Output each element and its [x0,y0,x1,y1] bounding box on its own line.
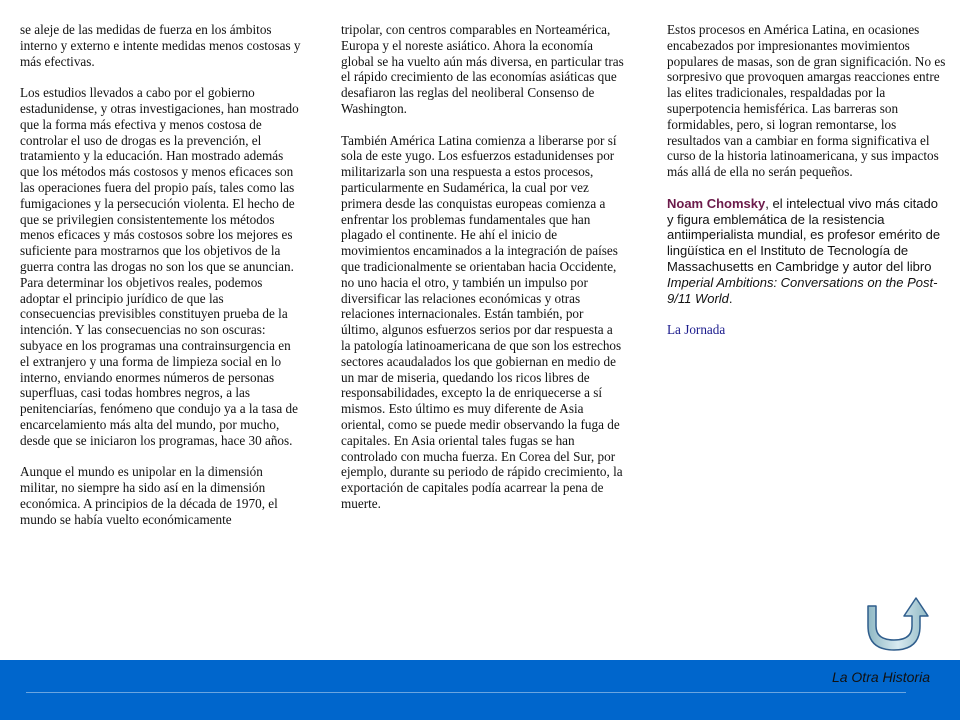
footer-title: La Otra Historia [831,669,930,685]
paragraph: Aunque el mundo es unipolar en la dimensión militar, no siempre ha sido así en la dimensión económica. A principios de la década de 1970, el mundo se había vuelto económicamente [20,464,278,527]
source-credit: La Jornada [667,322,726,338]
text-column-2 [341,22,624,528]
author-bio [667,196,946,307]
author-name: Noam Chomsky [667,195,766,211]
u-turn-arrow-icon [862,594,932,656]
text-column-1 [20,22,302,543]
paragraph: se aleje de las medidas de fuerza en los ámbitos interno y externo e intente medidas menos costosas y más efectivas. [20,22,301,69]
footer-divider [26,692,906,693]
book-title: Imperial Ambitions: Conversations on the Post-9/11 World [667,274,938,306]
text-column-3 [667,22,946,354]
paragraph: También América Latina comienza a liberarse por sí sola de este yugo. Los esfuerzos estadunidenses por militarizarla son una respuesta a estos procesos, particularmente en Sudamérica, la cual por vez primera desde las conquistas europeas comienza a enfrentar los problemas fundamentales que han plagado el continente. He ahí el inicio de movimientos encaminados a la integración de países que tradicionalmente se orientaban hacia Occidente, no uno hacia el otro, y también un impulso por diversificar las relaciones económicas y otras relaciones internacionales. Están también, por último, algunos esfuerzos serios por dar respuesta a la patología latinoamericana de que son los estrechos sectores acaudalados los que gobiernan en medio de un mar de miseria, quedando los ricos libres de responsabilidades, excepto la de enriquecerse a sí mismos. Esto último es muy diferente de Asia oriental, como se puede medir observando la fuga de capitales. En Asia oriental tales fugas se han controlado con mucha fuerza. En Corea del Sur, por ejemplo, durante su periodo de rápido crecimiento, la exportación de capitales podía acarrear la pena de muerte. [341,132,623,511]
bio-end: . [728,290,733,306]
paragraph: Los estudios llevados a cabo por el gobierno estadunidense, y otras investigaciones, han mostrado que la forma más efectiva y menos costosa de controlar el uso de drogas es la prevención, el tratamiento y la educación. Han mostrado además que los métodos más costosos y menos eficaces son las operaciones fuera del propio país, tales como las fumigaciones y la persecución violenta. El hecho de que se privilegien consistentemente los métodos menos eficaces y más costosos sobre los mejores es suficiente para mostrarnos que los objetivos de la guerra contra las drogas no son los que se anuncian. Para determinar los objetivos reales, podemos adoptar el principio jurídico de que las consecuencias previsibles constituyen prueba de la intención. Y las consecuencias no son oscuras: subyace en los programas una contrainsurgencia en el extranjero y una forma de limpieza social en lo interno, enviando enormes números de personas superfluas, casi todas hombres negros, a las penitenciarías, fenómeno que condujo ya a la tasa de encarcelamiento más alta del mundo, por mucho, desde que se iniciaron los programas, hace 30 años. [20,85,299,448]
back-button[interactable] [862,594,932,656]
paragraph: tripolar, con centros comparables en Norteamérica, Europa y el noreste asiático. Ahora la economía global se ha vuelto aún más diversa, en particular tras el rápido crecimiento de las economías asiáticas que desafiaron las reglas del neoliberal Consenso de Washington. [341,22,624,116]
bio-text: , el intelectual vivo más citado y figura emblemática de la resistencia antiimperialista mundial, es profesor emérito de lingüística en el Instituto de Tecnología de Massachusetts en Cambridge y autor del libro [667,195,941,274]
paragraph: Estos procesos en América Latina, en ocasiones encabezados por impresionantes movimientos populares de masas, son de gran significación. No es sorpresivo que provoquen amargas reacciones entre las elites tradicionales, respaldadas por la superpotencia hemisférica. Las barreras son formidables, pero, si logran remontarse, los resultados van a cambiar en forma significativa el curso de la historia latinoamericana, y sus impactos más allá de ella no serán pequeños. [667,22,946,180]
footer-bar [0,660,960,720]
